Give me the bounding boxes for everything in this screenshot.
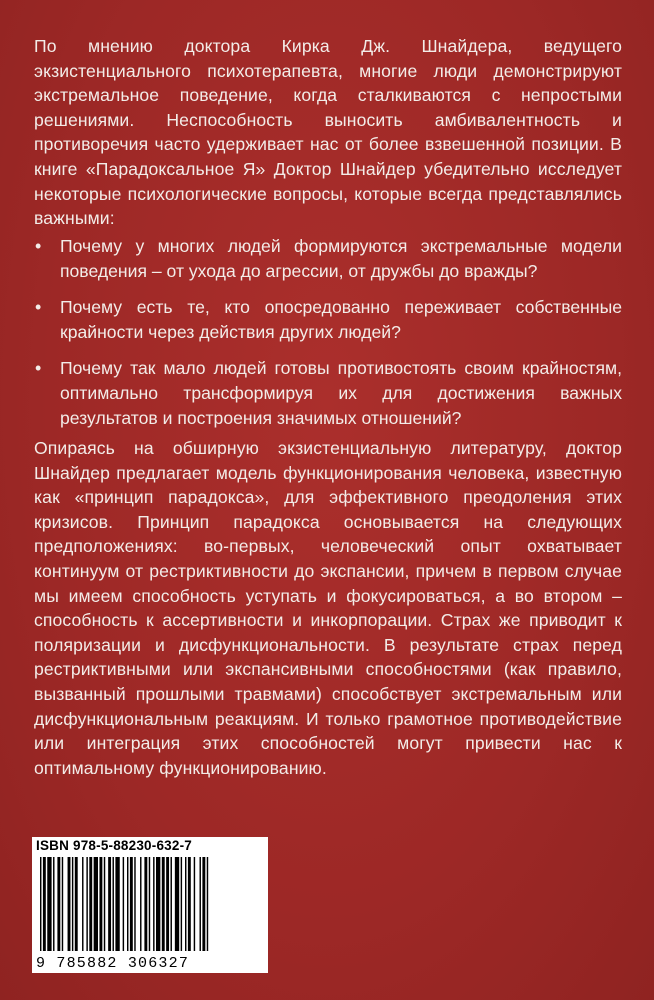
bullet-icon: • bbox=[35, 358, 42, 379]
body-paragraph: Опираясь на обширную экзистенциальную литературу, доктор Шнайдер предлагает модель функционирования человека, известную как «принцип парадокса», для эффективного преодоления этих кризисов. Принцип парадокса основывается на следующих предположениях: во-первых, человеческий опыт охватывает континуум от рестриктивности до экспансии, причем в первом случае мы имеем способность уступать и фокусироваться, а во втором – способность к ассертивности и инкорпорации. Страх же приводит к поляризации и дисфункциональности. В результате страх перед рестриктивными или экспансивными способностями (как правило, вызванный прошлыми травмами) способствует экстремальным или дисфункциональным реакциям. И только грамотное противодействие или интеграция этих способностей могут привести нас к оптимальному функционированию. bbox=[34, 438, 622, 778]
barcode-digits: 9 785882 306327 bbox=[36, 955, 190, 972]
isbn-label: ISBN 978-5-88230-632-7 bbox=[36, 838, 192, 853]
bullet-icon: • bbox=[35, 236, 42, 256]
question-text: Почему так мало людей готовы противостоять своим крайностям, оптимально трансформируя их для достижения важных результатов и построения значимых отношений? bbox=[60, 358, 622, 428]
barcode-icon bbox=[36, 857, 264, 951]
question-text: Почему есть те, кто опосредованно переживает собственные крайности через действия других людей? bbox=[60, 297, 622, 342]
intro-paragraph: По мнению доктора Кирка Дж. Шнайдера, ведущего экзистенциального психотерапевта, многие люди демонстрируют экстремальное поведение, когда сталкиваются с непростыми решениями. Неспособность выносить амбивалентность и противоречия часто удерживает нас от более взвешенной позиции. В книге «Парадоксальное Я» Доктор Шнайдер убедительно исследует некоторые психологические вопросы, которые всегда представлялись важными: bbox=[34, 36, 622, 229]
isbn-barcode bbox=[32, 837, 268, 973]
question-text: Почему у многих людей формируются экстремальные модели поведения – от ухода до агрессии, от дружбы до вражды? bbox=[60, 236, 622, 281]
list-item bbox=[34, 356, 622, 430]
bullet-icon: • bbox=[35, 297, 42, 318]
list-item bbox=[34, 295, 622, 344]
list-item bbox=[34, 234, 622, 283]
question-list bbox=[34, 234, 622, 442]
